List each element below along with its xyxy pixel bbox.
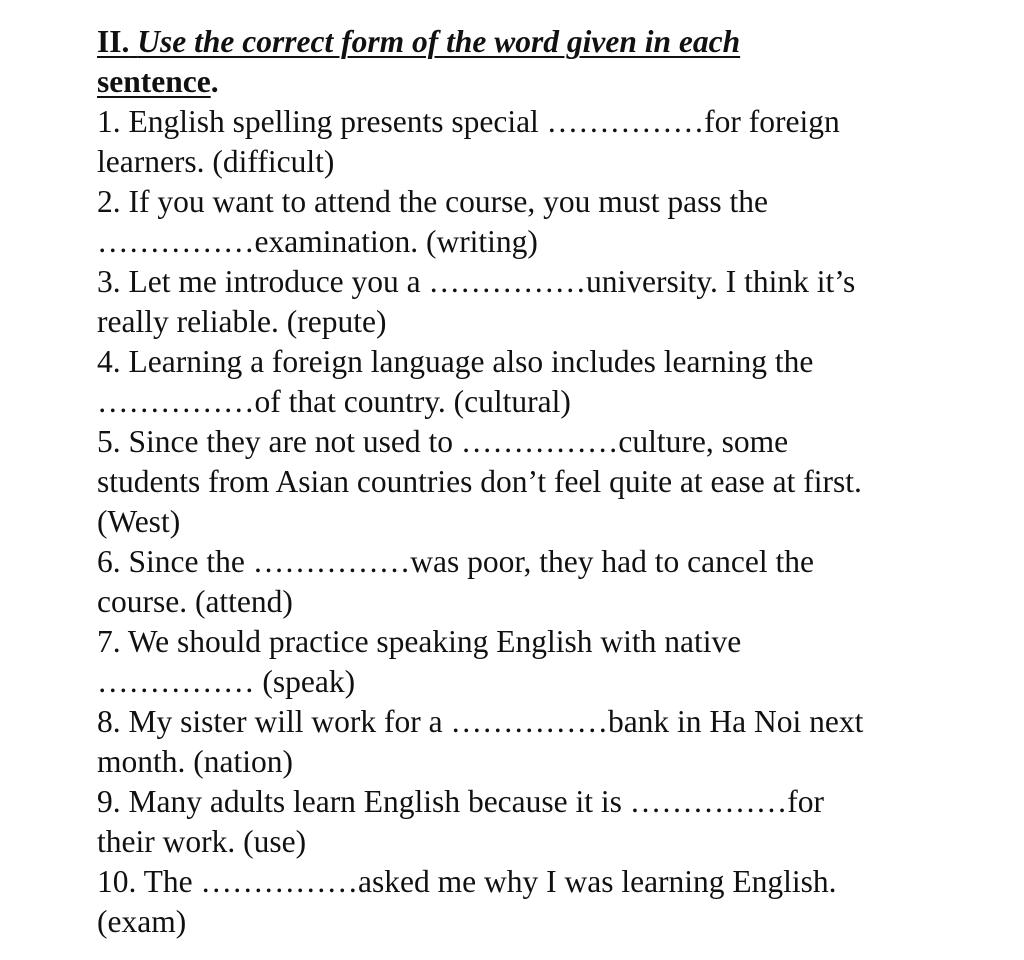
exercise-8 [97, 702, 977, 782]
exercise-line: 10. The ……………asked me why I was learning English. [97, 864, 837, 899]
exercise-line: 4. Learning a foreign language also includes learning the [97, 344, 814, 379]
exercise-line: learners. (difficult) [97, 144, 335, 179]
section-title-end: . [210, 64, 219, 99]
exercise-line: 5. Since they are not used to ……………culture, some [97, 424, 789, 459]
exercise-4 [97, 342, 977, 422]
exercise-line: (exam) [97, 904, 187, 939]
exercise-line: (West) [97, 504, 181, 539]
exercise-line: 9. Many adults learn English because it is ……………for [97, 784, 824, 819]
worksheet [97, 22, 977, 942]
exercise-line: 8. My sister will work for a ……………bank in Ha Noi next [97, 704, 864, 739]
exercise-9 [97, 782, 977, 862]
exercise-3 [97, 262, 977, 342]
section-title-part-1: Use the correct form of the word given in each [137, 24, 741, 59]
exercise-line: 7. We should practice speaking English with native [97, 624, 742, 659]
exercise-line: students from Asian countries don’t feel quite at ease at first. [97, 464, 862, 499]
exercise-line: ……………of that country. (cultural) [97, 384, 571, 419]
exercise-7 [97, 622, 977, 702]
exercise-line: 6. Since the ……………was poor, they had to cancel the [97, 544, 814, 579]
exercise-6 [97, 542, 977, 622]
exercise-line: 2. If you want to attend the course, you must pass the [97, 184, 768, 219]
exercise-line: ……………examination. (writing) [97, 224, 538, 259]
exercise-line: …………… (speak) [97, 664, 356, 699]
exercise-line: really reliable. (repute) [97, 304, 387, 339]
exercise-line: 3. Let me introduce you a ……………university. I think it’s [97, 264, 856, 299]
exercise-line: month. (nation) [97, 744, 293, 779]
exercise-2 [97, 182, 977, 262]
exercise-line: 1. English spelling presents special ……………for foreign [97, 104, 840, 139]
section-number: II. [97, 24, 130, 59]
exercise-10 [97, 862, 977, 942]
exercise-1 [97, 102, 977, 182]
exercise-5 [97, 422, 977, 542]
section-heading-line-1 [97, 22, 977, 62]
section-title-part-2: sentence [97, 64, 211, 99]
exercise-line: course. (attend) [97, 584, 293, 619]
section-heading-line-2 [97, 62, 977, 102]
exercise-line: their work. (use) [97, 824, 307, 859]
